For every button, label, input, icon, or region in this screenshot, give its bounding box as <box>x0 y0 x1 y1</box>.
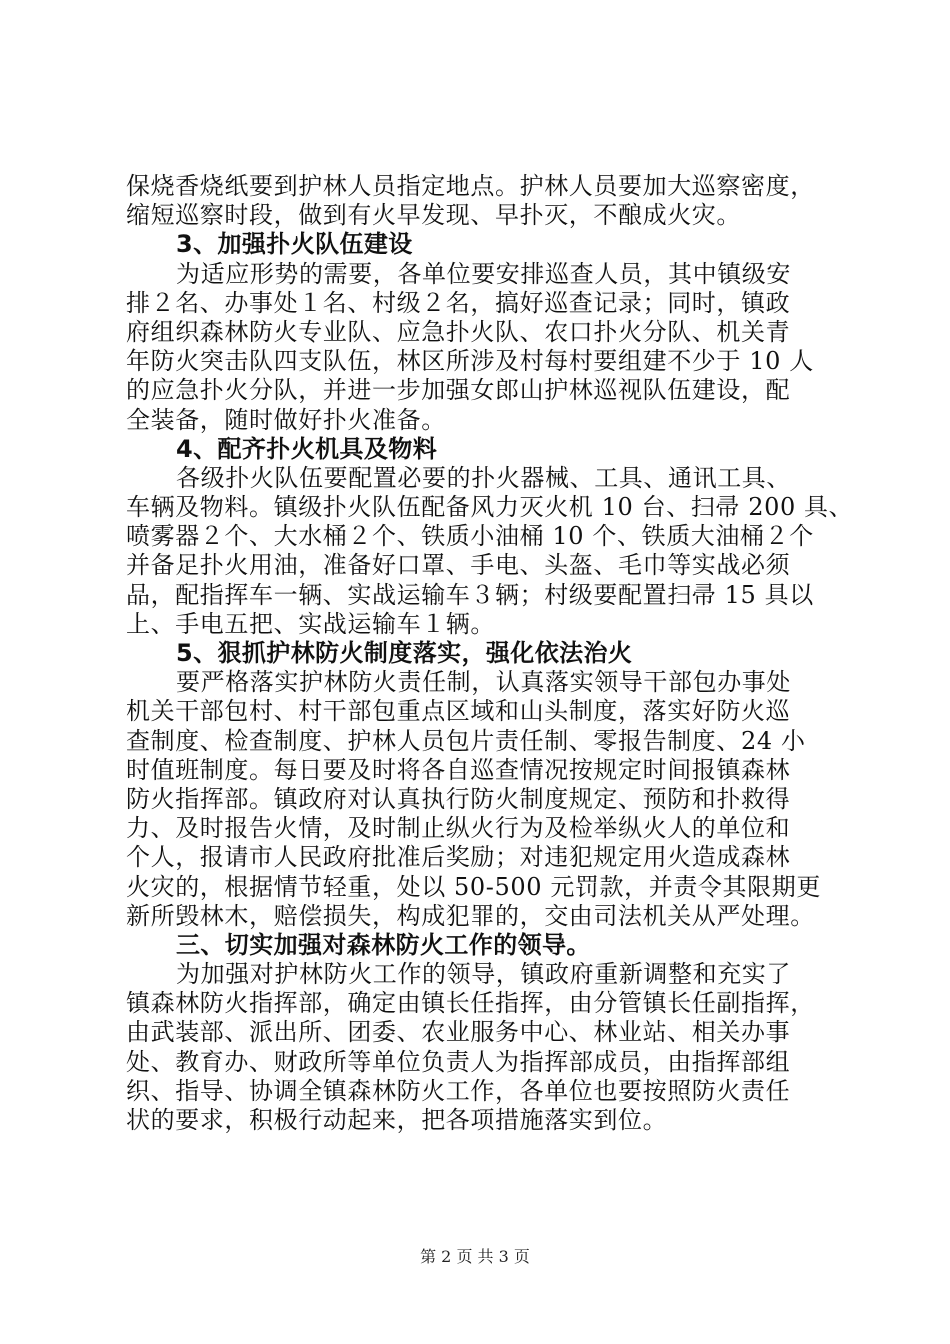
section-heading: 三、切实加强对森林防火工作的领导。 <box>176 930 591 959</box>
text-line: 府组织森林防火专业队、应急扑火队、农口扑火分队、机关青 <box>126 317 791 346</box>
text-line: 为适应形势的需要，各单位要安排巡查人员，其中镇级安 <box>176 259 791 288</box>
text-line: 喷雾器２个、大水桶２个、铁质小油桶 10 个、铁质大油桶２个 <box>126 522 814 551</box>
text-line: 年防火突击队四支队伍，林区所涉及村每村要组建不少于 10 人 <box>126 347 814 376</box>
text-line: 各级扑火队伍要配置必要的扑火器械、工具、通讯工具、 <box>176 463 791 492</box>
text-line: 防火指挥部。镇政府对认真执行防火制度规定、预防和扑救得 <box>126 784 791 813</box>
text-line: 车辆及物料。镇级扑火队伍配备风力灭火机 10 台、扫帚 200 具、 <box>126 493 854 522</box>
section-heading: 5、狠抓护林防火制度落实，强化依法治火 <box>176 639 633 667</box>
text-line: 机关干部包村、村干部包重点区域和山头制度，落实好防火巡 <box>126 697 791 726</box>
text-line: 新所毁林木，赔偿损失，构成犯罪的，交由司法机关从严处理。 <box>126 901 815 930</box>
text-line: 查制度、检查制度、护林人员包片责任制、零报告制度、24 小 <box>126 726 806 755</box>
text-line: 为加强对护林防火工作的领导，镇政府重新调整和充实了 <box>176 960 791 989</box>
text-line: 的应急扑火分队，并进一步加强女郎山护林巡视队伍建设，配 <box>126 376 791 405</box>
text-line: 要严格落实护林防火责任制，认真落实领导干部包办事处 <box>176 668 791 697</box>
text-line: 上、手电五把、实战运输车１辆。 <box>126 609 495 638</box>
text-line: 排２名、办事处１名、村级２名，搞好巡查记录；同时，镇政 <box>126 288 791 317</box>
text-line: 织、指导、协调全镇森林防火工作，各单位也要按照防火责任 <box>126 1076 791 1105</box>
text-line: 缩短巡察时段，做到有火早发现、早扑灭，不酿成火灾。 <box>126 201 741 230</box>
text-line: 镇森林防火指挥部，确定由镇长任指挥，由分管镇长任副指挥， <box>126 989 815 1018</box>
text-line: 时值班制度。每日要及时将各自巡查情况按规定时间报镇森林 <box>126 755 791 784</box>
text-line: 品，配指挥车一辆、实战运输车３辆；村级要配置扫帚 15 具以 <box>126 580 814 609</box>
text-line: 保烧香烧纸要到护林人员指定地点。护林人员要加大巡察密度， <box>126 172 815 200</box>
section-heading: 3、加强扑火队伍建设 <box>176 230 413 259</box>
text-line: 处、教育办、财政所等单位负责人为指挥部成员，由指挥部组 <box>126 1047 791 1076</box>
document-body <box>126 172 854 1135</box>
text-line: 个人，报请市人民政府批准后奖励；对违犯规定用火造成森林 <box>126 843 791 872</box>
text-line: 力、及时报告火情，及时制止纵火行为及检举纵火人的单位和 <box>126 814 791 843</box>
text-line: 火灾的，根据情节轻重，处以 50-500 元罚款，并责令其限期更 <box>126 872 821 901</box>
text-line: 由武装部、派出所、团委、农业服务中心、林业站、相关办事 <box>126 1018 791 1047</box>
text-line: 全装备，随时做好扑火准备。 <box>126 405 446 434</box>
text-line: 状的要求，积极行动起来，把各项措施落实到位。 <box>126 1106 668 1134</box>
text-line: 并备足扑火用油，准备好口罩、手电、头盔、毛巾等实战必须 <box>126 551 791 580</box>
section-heading: 4、配齐扑火机具及物料 <box>176 434 438 463</box>
page-footer: 第 2 页 共 3 页 <box>420 1247 530 1266</box>
